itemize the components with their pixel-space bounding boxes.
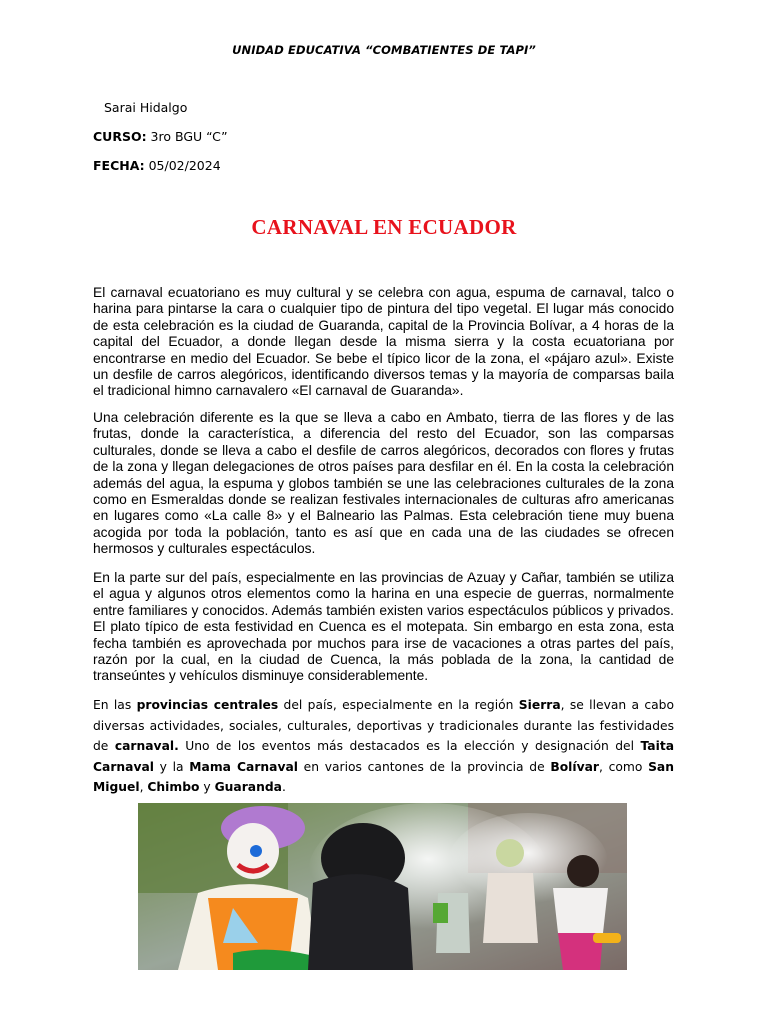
course-label: CURSO: xyxy=(93,129,147,144)
date-line xyxy=(93,158,221,173)
date-value: 05/02/2024 xyxy=(144,158,221,173)
bold-run: provincias centrales xyxy=(136,698,279,712)
paragraph-guaranda: El carnaval ecuatoriano es muy cultural y se celebra con agua, espuma de carnaval, talco o harina para pintarse la cara o cualquier tipo de pintura del tipo vegetal. El lugar más conocido de esta celebración es la ciudad de Guaranda, capital de la Provincia Bolívar, a 4 horas de la capital del Ecuador, a donde llegan desde la misma sierra y la costa ecuatoriana por encontrarse en medio del Ecuador. Se bebe el típico licor de la zona, el «pájaro azul». Existe un desfile de carros alegóricos, identificando diversos temas y la mayoría de comparsas baila el tradicional himno carnavalero «El carnaval de Guaranda». xyxy=(93,285,674,399)
text-run: del país, especialmente en la región xyxy=(278,698,519,712)
student-name: Sarai Hidalgo xyxy=(104,100,188,115)
bold-run: Sierra xyxy=(518,698,561,712)
text-run: y la xyxy=(153,759,190,774)
carnival-photo xyxy=(138,803,627,970)
text-run: , se llevan a cabo diversas actividades, sociales, culturales, deportivas y tradicionales durante las festividades de xyxy=(93,698,675,754)
carnival-photo-illustration xyxy=(138,803,627,970)
course-line xyxy=(93,129,228,144)
text-run: . xyxy=(281,780,286,795)
paragraph-sur: En la parte sur del país, especialmente en las provincias de Azuay y Cañar, también se utiliza el agua y algunos otros elementos como la harina en una especie de guerras, normalmente entre familiares y conocidos. Además también existen varios espectáculos públicos y privados. El plato típico de esta festividad en Cuenca es el motepata. Sin embargo en esta zona, esta fecha también es aprovechada por muchos para irse de vacaciones a otras partes del país, razón por la cual, en la ciudad de Cuenca, la más poblada de la zona, la cantidad de transeúntes y vehículos disminuye considerablemente. xyxy=(93,570,674,684)
text-run: en varios cantones de la provincia de xyxy=(297,759,551,774)
text-run: , xyxy=(139,780,148,795)
paragraph-provincias-centrales xyxy=(93,695,674,798)
bold-run: Chimbo xyxy=(147,780,200,795)
bold-run: Taita Carnaval xyxy=(93,739,674,774)
bold-run: Bolívar xyxy=(550,759,599,774)
bold-run: Mama Carnaval xyxy=(189,759,298,774)
bold-run: carnaval. xyxy=(114,739,179,754)
text-run: , como xyxy=(598,759,649,774)
text-run: Uno de los eventos más destacados es la elección y designación del xyxy=(178,739,641,754)
text-run: En las xyxy=(93,698,137,712)
bold-run: Guaranda xyxy=(214,780,282,795)
course-value: 3ro BGU “C” xyxy=(146,129,228,144)
paragraph-ambato: Una celebración diferente es la que se lleva a cabo en Ambato, tierra de las flores y de las frutas, donde la característica, a diferencia del resto del Ecuador, son las comparsas culturales, donde se lleva a cabo el desfile de carros alegóricos, decorados con flores y frutas de la zona y llegan delegaciones de otros países para desfilar en él. En la costa la celebración además del agua, la espuma y globos también se une las celebraciones culturales de la zona como en Esmeraldas donde se realizan festivales internacionales de culturas afro americanas en lugares como «La calle 8» y el Balneario las Palmas. Esta celebración tiene muy buena acogida por toda la población, tanto es así que en cada una de las ciudades se ofrecen hermosos y culturales espectáculos. xyxy=(93,410,674,557)
document-title: CARNAVAL EN ECUADOR xyxy=(251,215,517,239)
date-label: FECHA: xyxy=(93,158,145,173)
text-run: y xyxy=(199,780,215,795)
bold-run: San Miguel xyxy=(93,759,674,795)
school-name: UNIDAD EDUCATIVA “COMBATIENTES DE TAPI” xyxy=(232,43,536,57)
